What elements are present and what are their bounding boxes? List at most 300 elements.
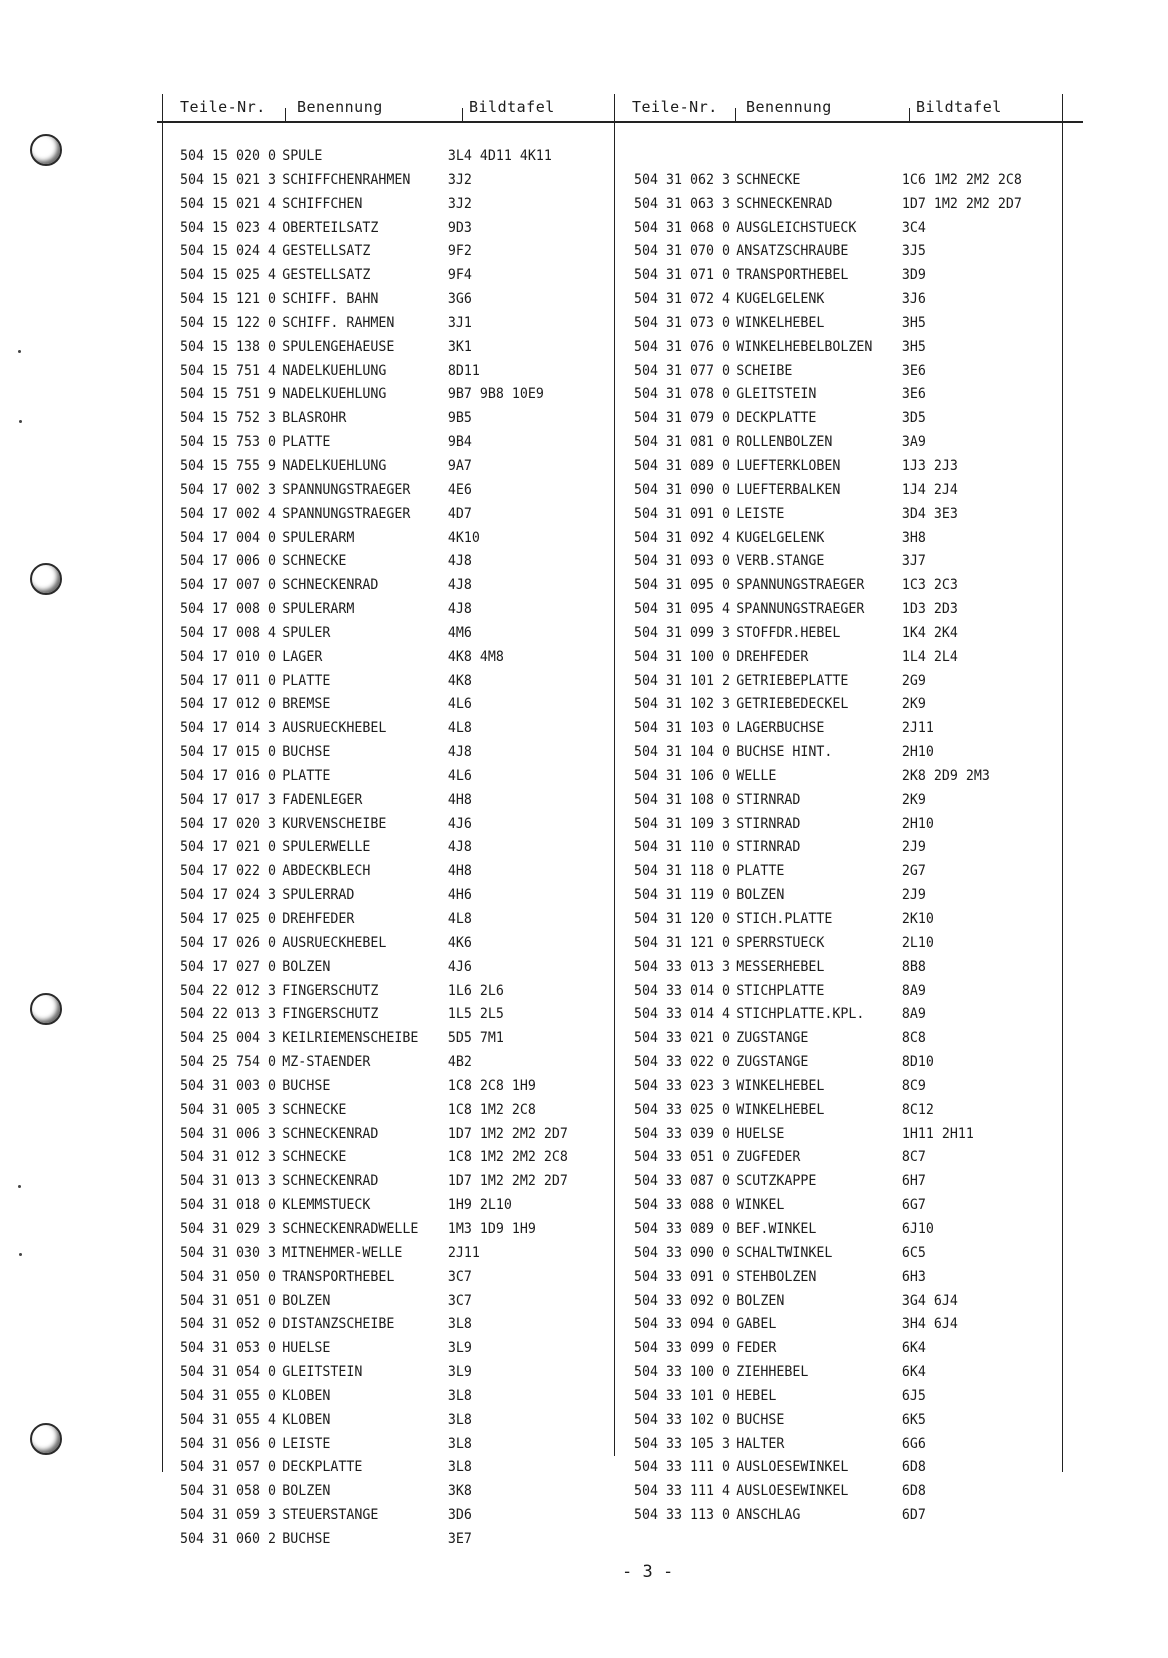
part-row [634,1433,1022,1457]
part-row [634,598,1022,622]
part-row [634,1027,1022,1051]
part-row [180,312,568,336]
part-number: 504 33 092 0 [634,1292,731,1309]
header-plate-left: Bildtafel [469,98,555,116]
part-row [180,622,568,646]
plate-reference: 4K8 [447,672,472,689]
part-row [634,312,1022,336]
part-row [634,813,1022,837]
part-number: 504 31 052 0 [180,1316,277,1333]
part-number: 504 17 010 0 [180,648,277,665]
part-row [180,1290,568,1314]
part-number: 504 33 021 0 [634,1030,731,1047]
part-row [634,217,1022,241]
part-row [634,550,1022,574]
plate-reference: 3G4 6J4 [901,1292,958,1309]
blank-row [634,145,1022,169]
part-name: GETRIEBEDECKEL [736,696,849,713]
plate-reference: 4J8 [447,577,472,594]
part-number: 504 31 070 0 [634,243,731,260]
part-name: BOLZEN [736,1292,785,1309]
part-name: KEILRIEMENSCHEIBE [282,1030,419,1047]
plate-reference: 4J8 [447,553,472,570]
part-name: LAGERBUCHSE [736,720,825,737]
part-row [634,288,1022,312]
part-number: 504 33 100 0 [634,1364,731,1381]
plate-reference: 4J6 [447,815,472,832]
plate-reference: 9F2 [447,243,472,260]
part-number: 504 31 108 0 [634,791,731,808]
plate-reference: 2H10 [901,744,934,761]
right-parts-column [634,145,1051,1528]
plate-reference: 9B7 9B8 10E9 [447,386,544,403]
part-row [180,527,568,551]
part-number: 504 17 026 0 [180,934,277,951]
plate-reference: 6D8 [901,1483,926,1500]
left-parts-column [180,145,597,1552]
part-number: 504 31 095 4 [634,601,731,618]
part-name: VERB.STANGE [736,553,825,570]
part-number: 504 31 057 0 [180,1459,277,1476]
part-name: FADENLEGER [282,791,363,808]
plate-reference: 2L10 [901,934,934,951]
plate-reference: 2J9 [901,839,926,856]
plate-reference: 2J11 [901,720,934,737]
part-name: FINGERSCHUTZ [282,1006,379,1023]
part-number: 504 17 027 0 [180,958,277,975]
plate-reference: 3A9 [901,434,926,451]
part-row [634,1003,1022,1027]
speck [18,1185,21,1188]
part-number: 504 31 072 4 [634,291,731,308]
plate-reference: 9B5 [447,410,472,427]
plate-reference: 4H6 [447,887,472,904]
part-row [180,1003,568,1027]
part-number: 504 31 051 0 [180,1292,277,1309]
part-row [180,765,568,789]
part-row [180,1504,568,1528]
plate-reference: 2K10 [901,911,934,927]
part-name: KUGELGELENK [736,291,825,308]
part-name: SCHNECKENRAD [736,195,833,212]
part-number: 504 33 101 0 [634,1387,731,1404]
part-number: 504 31 119 0 [634,887,731,904]
part-number: 504 31 055 0 [180,1387,277,1404]
part-row [180,1433,568,1457]
part-name: SPULENGEHAEUSE [282,338,395,355]
plate-reference: 3L8 [447,1316,472,1333]
part-name: LEISTE [736,505,785,522]
part-name: SPULE [282,148,323,164]
header-tick [735,108,736,122]
punch-hole-icon [30,134,62,166]
part-name: ZUGSTANGE [736,1054,809,1071]
part-number: 504 15 751 4 [180,362,277,379]
part-number: 504 31 062 3 [634,171,731,188]
part-name: ROLLENBOLZEN [736,434,833,451]
part-row [634,646,1022,670]
part-row [634,1456,1022,1480]
plate-reference: 6J10 [901,1220,934,1237]
plate-reference: 1L4 2L4 [901,648,958,665]
part-row [634,1075,1022,1099]
plate-reference: 1H11 2H11 [901,1125,974,1142]
part-row [180,813,568,837]
part-number: 504 31 079 0 [634,410,731,427]
speck [19,1253,22,1256]
header-tick [462,108,463,122]
part-row [180,741,568,765]
part-number: 504 17 024 3 [180,887,277,904]
part-name: MITNEHMER-WELLE [282,1244,403,1261]
part-row [634,1337,1022,1361]
part-number: 504 33 022 0 [634,1054,731,1071]
part-name: AUSLOESEWINKEL [736,1483,849,1500]
plate-reference: 1L6 2L6 [447,982,504,999]
plate-reference: 3L4 4D11 4K11 [447,148,552,164]
plate-reference: 9F4 [447,267,472,284]
part-number: 504 31 058 0 [180,1483,277,1500]
part-row [634,1242,1022,1266]
plate-reference: 4H8 [447,791,472,808]
plate-reference: 8C7 [901,1149,926,1166]
part-name: STICHPLATTE [736,982,825,999]
part-row [180,598,568,622]
plate-reference: 1C8 1M2 2C8 [447,1101,536,1118]
part-name: SPANNUNGSTRAEGER [736,601,865,618]
part-number: 504 33 105 3 [634,1435,731,1452]
plate-reference: 3C7 [447,1292,472,1309]
plate-reference: 4B2 [447,1054,472,1071]
part-name: SCHNECKENRAD [282,1125,379,1142]
part-number: 504 17 022 0 [180,863,277,880]
plate-reference: 3J7 [901,553,926,570]
part-row [634,789,1022,813]
part-number: 504 31 081 0 [634,434,731,451]
part-number: 504 17 006 0 [180,553,277,570]
plate-reference: 2J11 [447,1244,480,1261]
part-number: 504 31 003 0 [180,1077,277,1094]
part-row [634,1504,1022,1528]
part-row [180,479,568,503]
part-name: TRANSPORTHEBEL [736,267,849,284]
part-name: SPULER [282,624,331,641]
plate-reference: 3L8 [447,1459,472,1476]
part-name: ZUGFEDER [736,1149,801,1166]
part-row [180,1123,568,1147]
part-number: 504 31 029 3 [180,1220,277,1237]
part-row [180,836,568,860]
part-name: STIRNRAD [736,791,801,808]
plate-reference: 8C12 [901,1101,934,1118]
part-name: SPULERARM [282,601,355,618]
part-name: OBERTEILSATZ [282,219,379,236]
plate-reference: 3H5 [901,338,926,355]
part-name: SCHNECKENRAD [282,577,379,594]
plate-reference: 3G6 [447,291,472,308]
part-row [634,1480,1022,1504]
part-name: DECKPLATTE [282,1459,363,1476]
part-name: BUCHSE [282,1077,331,1094]
part-name: SCHIFF. RAHMEN [282,314,395,331]
part-name: SCHNECKE [282,553,347,570]
part-name: SPANNUNGSTRAEGER [736,577,865,594]
part-row [634,765,1022,789]
part-name: SCHNECKE [282,1101,347,1118]
plate-reference: 1C8 2C8 1H9 [447,1077,536,1094]
part-name: NADELKUEHLUNG [282,362,387,379]
plate-reference: 6G6 [901,1435,926,1452]
plate-reference: 5D5 7M1 [447,1030,504,1047]
part-name: STICH.PLATTE [736,911,833,927]
part-number: 504 17 025 0 [180,911,277,927]
part-number: 504 17 016 0 [180,767,277,784]
part-row [634,1218,1022,1242]
part-number: 504 33 099 0 [634,1340,731,1357]
part-number: 504 25 004 3 [180,1030,277,1047]
part-name: LEISTE [282,1435,331,1452]
part-number: 504 31 093 0 [634,553,731,570]
part-row [180,1170,568,1194]
part-name: BLASROHR [282,410,347,427]
plate-reference: 2H10 [901,815,934,832]
part-number: 504 31 100 0 [634,648,731,665]
part-row [180,1266,568,1290]
part-row [180,884,568,908]
part-number: 504 17 007 0 [180,577,277,594]
part-name: STOFFDR.HEBEL [736,624,841,641]
part-number: 504 33 089 0 [634,1220,731,1237]
part-number: 504 31 060 2 [180,1530,277,1547]
plate-reference: 3L8 [447,1411,472,1428]
part-name: SPANNUNGSTRAEGER [282,505,411,522]
part-row [180,574,568,598]
part-number: 504 15 752 3 [180,410,277,427]
part-name: PLATTE [736,863,785,880]
part-row [634,574,1022,598]
plate-reference: 4L6 [447,696,472,713]
part-name: WINKELHEBEL [736,314,825,331]
part-name: ABDECKBLECH [282,863,371,880]
part-row [180,455,568,479]
plate-reference: 2G7 [901,863,926,880]
plate-reference: 3J6 [901,291,926,308]
part-row [180,956,568,980]
part-name: ANSCHLAG [736,1507,801,1524]
part-name: PLATTE [282,672,331,689]
plate-reference: 3H4 6J4 [901,1316,958,1333]
part-number: 504 17 004 0 [180,529,277,546]
plate-reference: 4L8 [447,720,472,737]
part-number: 504 33 013 3 [634,958,731,975]
part-number: 504 17 021 0 [180,839,277,856]
part-row [180,1409,568,1433]
plate-reference: 8D11 [447,362,480,379]
plate-reference: 1J4 2J4 [901,481,958,498]
part-name: KLEMMSTUECK [282,1197,371,1214]
part-name: GETRIEBEPLATTE [736,672,849,689]
part-name: AUSLOESEWINKEL [736,1459,849,1476]
plate-reference: 9B4 [447,434,472,451]
part-row [180,1361,568,1385]
part-name: BUCHSE [736,1411,785,1428]
part-name: FEDER [736,1340,777,1357]
plate-reference: 1J3 2J3 [901,457,958,474]
part-number: 504 33 113 0 [634,1507,731,1524]
part-name: MZ-STAENDER [282,1054,371,1071]
part-name: SCHNECKENRAD [282,1173,379,1190]
part-row [180,550,568,574]
part-number: 504 31 099 3 [634,624,731,641]
part-name: STIRNRAD [736,815,801,832]
part-name: BUCHSE HINT. [736,744,833,761]
plate-reference: 4L6 [447,767,472,784]
plate-reference: 8A9 [901,1006,926,1023]
plate-reference: 3H5 [901,314,926,331]
part-row [180,932,568,956]
plate-reference: 3C4 [901,219,926,236]
part-row [634,193,1022,217]
part-number: 504 33 014 0 [634,982,731,999]
part-name: SPANNUNGSTRAEGER [282,481,411,498]
part-row [180,503,568,527]
part-number: 504 17 011 0 [180,672,277,689]
part-row [634,431,1022,455]
part-name: GLEITSTEIN [736,386,817,403]
part-number: 504 17 002 3 [180,481,277,498]
part-number: 504 31 068 0 [634,219,731,236]
part-name: WINKELHEBELBOLZEN [736,338,873,355]
plate-reference: 8C8 [901,1030,926,1047]
part-name: NADELKUEHLUNG [282,457,387,474]
part-name: DISTANZSCHEIBE [282,1316,395,1333]
header-tick [285,108,286,122]
part-number: 504 31 063 3 [634,195,731,212]
part-name: SCHNECKE [736,171,801,188]
part-name: GESTELLSATZ [282,243,371,260]
plate-reference: 1L5 2L5 [447,1006,504,1023]
plate-reference: 1D7 1M2 2M2 2D7 [901,195,1022,212]
part-row [180,217,568,241]
part-name: WINKELHEBEL [736,1077,825,1094]
part-name: KURVENSCHEIBE [282,815,387,832]
part-row [180,1456,568,1480]
part-number: 504 25 754 0 [180,1054,277,1071]
plate-reference: 3J1 [447,314,472,331]
plate-reference: 1D7 1M2 2M2 2D7 [447,1125,568,1142]
part-row [180,860,568,884]
part-name: BREMSE [282,696,331,713]
part-row [180,288,568,312]
part-row [180,1480,568,1504]
part-row [180,1146,568,1170]
part-name: ZUGSTANGE [736,1030,809,1047]
plate-reference: 6K4 [901,1340,926,1357]
part-number: 504 15 020 0 [180,148,277,164]
part-name: HEBEL [736,1387,777,1404]
part-number: 504 31 118 0 [634,863,731,880]
part-row [634,932,1022,956]
plate-reference: 3C7 [447,1268,472,1285]
part-name: DECKPLATTE [736,410,817,427]
part-number: 504 31 089 0 [634,457,731,474]
part-number: 504 15 024 4 [180,243,277,260]
part-name: LUEFTERKLOBEN [736,457,841,474]
page-number: - 3 - [622,1562,674,1582]
part-row [180,1385,568,1409]
part-number: 504 31 053 0 [180,1340,277,1357]
plate-reference: 4J8 [447,839,472,856]
part-name: SPULERWELLE [282,839,371,856]
part-row [634,479,1022,503]
plate-reference: 1H9 2L10 [447,1197,512,1214]
plate-reference: 3E6 [901,362,926,379]
part-number: 504 31 106 0 [634,767,731,784]
part-row [634,1123,1022,1147]
part-row [634,622,1022,646]
part-name: STEUERSTANGE [282,1507,379,1524]
plate-reference: 4J8 [447,601,472,618]
part-row [180,1337,568,1361]
part-number: 504 31 092 4 [634,529,731,546]
plate-reference: 1C3 2C3 [901,577,958,594]
part-row [634,383,1022,407]
part-number: 504 31 076 0 [634,338,731,355]
plate-reference: 1D3 2D3 [901,601,958,618]
part-name: WINKEL [736,1197,785,1214]
plate-reference: 2G9 [901,672,926,689]
part-name: SPULERRAD [282,887,355,904]
part-number: 504 17 002 4 [180,505,277,522]
part-name: MESSERHEBEL [736,958,825,975]
plate-reference: 3L9 [447,1340,472,1357]
plate-reference: 3L8 [447,1435,472,1452]
part-name: SCHALTWINKEL [736,1244,833,1261]
plate-reference: 4J8 [447,744,472,761]
part-number: 504 31 056 0 [180,1435,277,1452]
plate-reference: 3D5 [901,410,926,427]
part-row [180,193,568,217]
left-border [162,94,163,1472]
part-number: 504 31 018 0 [180,1197,277,1214]
part-name: STIRNRAD [736,839,801,856]
punch-hole-icon [30,1423,62,1455]
part-row [180,646,568,670]
part-number: 504 31 059 3 [180,1507,277,1524]
plate-reference: 8D10 [901,1054,934,1071]
header-part-no-left: Teile-Nr. [180,98,266,116]
part-name: GLEITSTEIN [282,1364,363,1381]
part-number: 504 33 111 0 [634,1459,731,1476]
part-name: SCHNECKE [282,1149,347,1166]
part-name: NADELKUEHLUNG [282,386,387,403]
part-number: 504 31 104 0 [634,744,731,761]
part-row [180,1194,568,1218]
part-number: 504 33 039 0 [634,1125,731,1142]
part-row [634,956,1022,980]
part-number: 504 31 109 3 [634,815,731,832]
part-row [634,264,1022,288]
plate-reference: 8A9 [901,982,926,999]
plate-reference: 4D7 [447,505,472,522]
plate-reference: 6D7 [901,1507,926,1524]
part-name: BEF.WINKEL [736,1220,817,1237]
part-name: SCUTZKAPPE [736,1173,817,1190]
part-name: HUELSE [282,1340,331,1357]
part-number: 504 15 023 4 [180,219,277,236]
part-number: 504 15 753 0 [180,434,277,451]
part-name: KUGELGELENK [736,529,825,546]
